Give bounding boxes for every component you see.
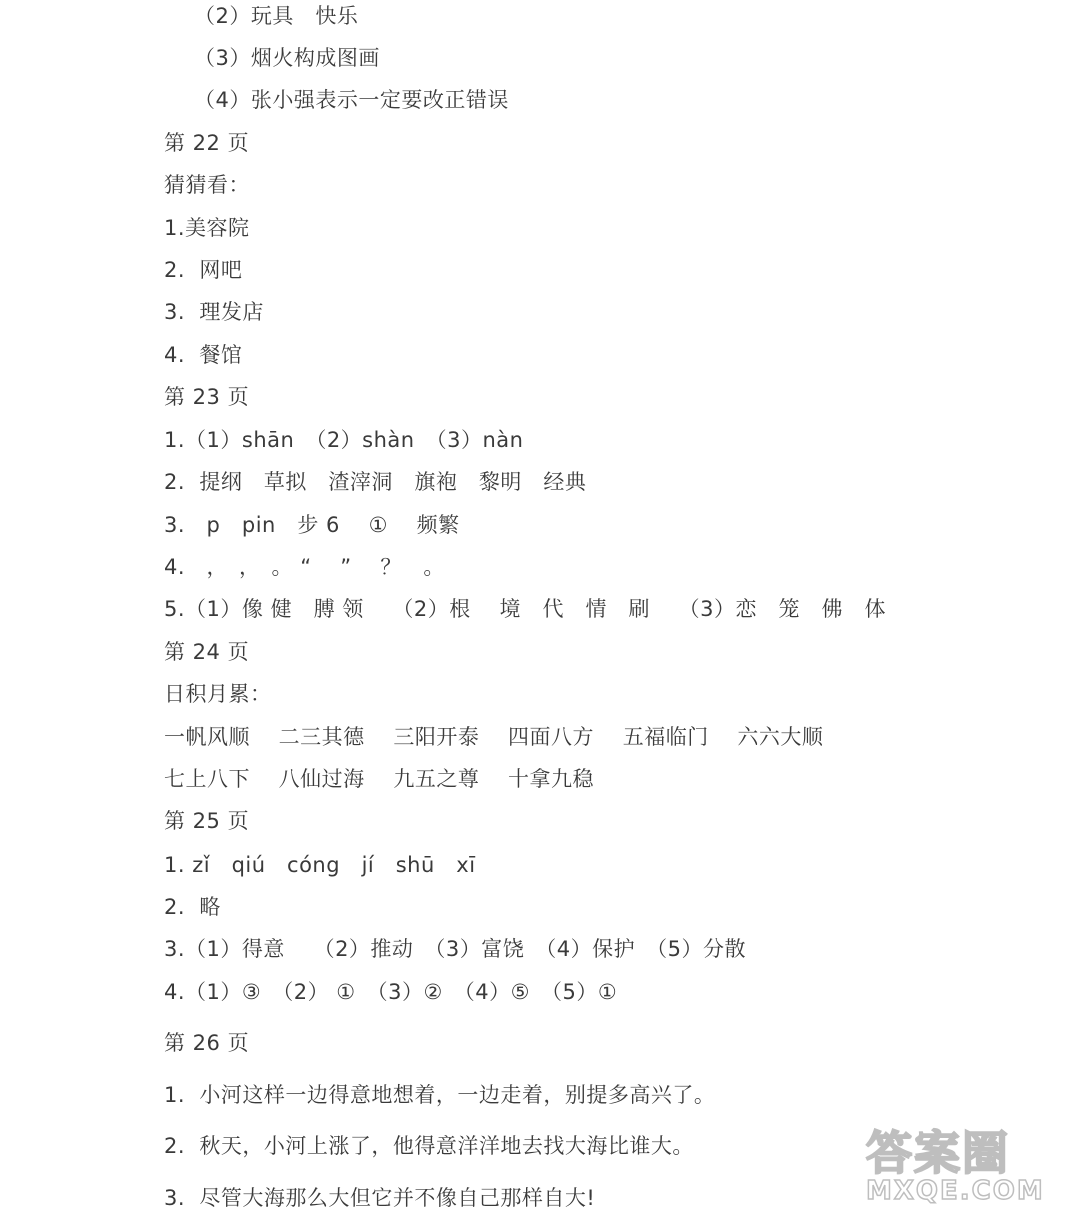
answer-line: 3. p pin 步 6 ① 频繁	[164, 513, 460, 537]
page-heading: 第 26 页	[164, 1031, 250, 1055]
answer-line: 4. ， ， 。 “ ” ？ 。	[164, 555, 445, 579]
section-heading: 日积月累：	[164, 682, 272, 706]
watermark-title: 答案圈	[866, 1126, 1010, 1180]
answer-line: （4）张小强表示一定要改正错误	[194, 88, 509, 112]
answer-line: （3）烟火构成图画	[194, 46, 380, 70]
section-heading: 猜猜看：	[164, 173, 250, 197]
answer-line: 4. 餐馆	[164, 343, 243, 367]
watermark-logo	[866, 1128, 1066, 1208]
answer-line: 1.（1）shān （2）shàn （3）nàn	[164, 428, 524, 452]
answer-line: 七上八下 八仙过海 九五之尊 十拿九稳	[164, 767, 595, 791]
answer-line: 2. 略	[164, 895, 221, 919]
answer-line: 一帆风顺 二三其德 三阳开泰 四面八方 五福临门 六六大顺	[164, 725, 824, 749]
answer-line: 1. 小河这样一边得意地想着，一边走着，别提多高兴了。	[164, 1083, 716, 1107]
answer-line: 1.美容院	[164, 216, 250, 240]
watermark-url: MXQE.COM	[866, 1176, 1045, 1206]
answer-line: 5.（1）像 健 膊 领 （2）根 境 代 情 刷 （3）恋 笼 佛 体	[164, 597, 886, 621]
answer-line: 3. 尽管大海那么大但它并不像自己那样自大!	[164, 1186, 596, 1210]
page-heading: 第 24 页	[164, 640, 250, 664]
answer-line: （2）玩具 快乐	[194, 4, 359, 28]
page-heading: 第 22 页	[164, 131, 250, 155]
page-heading: 第 23 页	[164, 385, 250, 409]
answer-line: 2. 网吧	[164, 258, 243, 282]
answer-line: 1. zǐ qiú cóng jí shū xī	[164, 853, 476, 877]
answer-line: 3. 理发店	[164, 300, 264, 324]
answer-line: 2. 提纲 草拟 渣滓洞 旗袍 黎明 经典	[164, 470, 587, 494]
answer-line: 4.（1）③ （2） ① （3）② （4）⑤ （5）①	[164, 980, 618, 1004]
answer-line: 3.（1）得意 （2）推动 （3）富饶 （4）保护 （5）分散	[164, 937, 747, 961]
answer-line: 2. 秋天，小河上涨了，他得意洋洋地去找大海比谁大。	[164, 1134, 694, 1158]
page-heading: 第 25 页	[164, 809, 250, 833]
